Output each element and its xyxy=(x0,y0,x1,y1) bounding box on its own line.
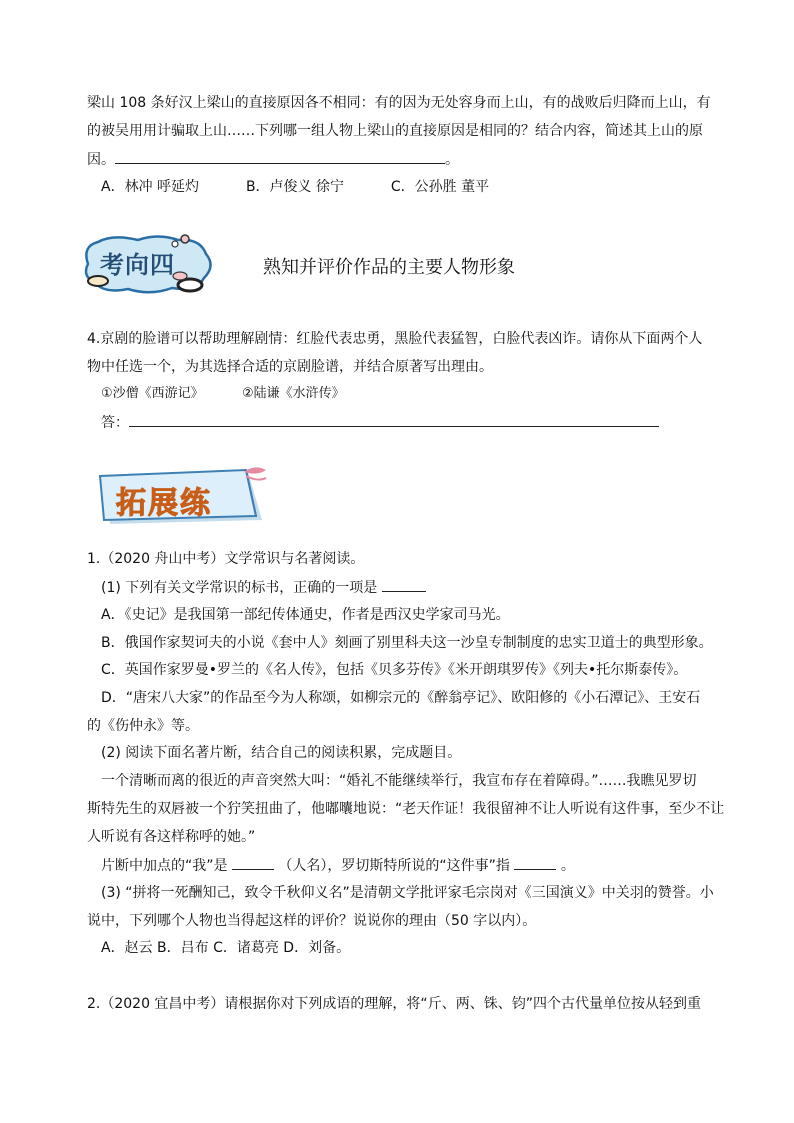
ext1-part3-options: A．赵云 B．吕布 C．诸葛亮 D．刘备。 xyxy=(101,940,351,956)
answer-blank[interactable] xyxy=(129,412,659,427)
section-badge xyxy=(78,232,218,296)
ext1-option-b: B．俄国作家契诃夫的小说《套中人》刻画了别里科夫这一沙皇专制制度的忠实卫道士的典型形象。 xyxy=(101,635,713,651)
choice-2: ②陆谦《水浒传》 xyxy=(241,386,345,401)
ext1-fill-line xyxy=(101,855,575,876)
ext1-option-c: C．英国作家罗曼•罗兰的《名人传》，包括《贝多芬传》《米开朗琪罗传》《列夫•托尔斯泰传》。 xyxy=(101,662,688,678)
extension-badge xyxy=(96,466,272,528)
fill-text-a: 片断中加点的“我”是 xyxy=(101,858,228,874)
line3-prefix: 因。 xyxy=(87,152,115,168)
question-liangshan-line1: 梁山 108 条好汉上梁山的直接原因各不相同：有的因为无处容身而上山，有的战败后归降而上山，有 xyxy=(87,95,711,111)
ext1-option-d-line2: 的《伤仲永》等。 xyxy=(87,718,199,734)
badge-label: 考向四 xyxy=(100,251,175,279)
ext1-option-d-line1: D．“唐宋八大家”的作品至今为人称颂，如柳宗元的《醉翁亭记》、欧阳修的《小石潭记》、王安石 xyxy=(101,690,701,706)
question4-answer xyxy=(101,412,659,433)
question4-choices xyxy=(101,384,345,404)
ext1-part1-text: (1) 下列有关文学常识的标书，正确的一项是 xyxy=(101,580,378,596)
fill-text-c: 。 xyxy=(560,858,575,874)
option-c: C．公孙胜 董平 xyxy=(390,179,490,195)
ext1-passage-line1: 一个清晰而离的很近的声音突然大叫：“婚礼不能继续举行，我宣布存在着障碍。”……我瞧见罗切 xyxy=(101,773,697,789)
ext1-passage-line2: 斯特先生的双唇被一个狞笑扭曲了，他嘟囔地说：“老天作证！我很留神不让人听说有这件事，至少不让 xyxy=(87,801,725,817)
fill-text-b: （人名），罗切斯特所说的“这件事”指 xyxy=(278,858,510,874)
ext2-line1: 2.（2020 宜昌中考）请根据你对下列成语的理解，将“斤、两、铢、钧”四个古代量单位按从轻到重 xyxy=(87,996,701,1012)
question-liangshan-line3 xyxy=(87,149,459,170)
choice-1: ①沙僧《西游记》 xyxy=(101,386,204,401)
answer-blank[interactable] xyxy=(232,855,274,870)
line3-suffix: 。 xyxy=(445,152,459,168)
answer-blank[interactable] xyxy=(115,149,445,164)
question4-line1: 4.京剧的脸谱可以帮助理解剧情：红脸代表忠勇，黑脸代表猛智，白脸代表凶诈。请你从下面两个人 xyxy=(87,331,703,347)
ext1-option-a: A．《史记》是我国第一部纪传体通史，作者是西汉史学家司马光。 xyxy=(101,607,510,623)
options-liangshan xyxy=(101,177,489,197)
extension-label: 拓展练 xyxy=(116,486,212,521)
ext1-part3-line2: 说中，下列哪个人物也当得起这样的评价？说说你的理由（50 字以内）。 xyxy=(87,913,537,929)
ext1-part1 xyxy=(101,577,426,598)
answer-blank[interactable] xyxy=(514,855,556,870)
answer-blank[interactable] xyxy=(382,577,426,592)
ext1-part2: (2) 阅读下面名著片断，结合自己的阅读积累，完成题目。 xyxy=(101,745,462,761)
option-b: B．卢俊义 徐宁 xyxy=(245,179,344,195)
ext1-head: 1.（2020 舟山中考）文学常识与名著阅读。 xyxy=(87,551,365,567)
ext1-part3-line1: (3) “拼将一死酬知己，致令千秋仰义名”是清朝文学批评家毛宗岗对《三国演义》中关羽的赞誉。小 xyxy=(101,885,714,901)
ext1-passage-line3: 人听说有各这样称呼的她。” xyxy=(87,829,256,845)
section-title: 熟知并评价作品的主要人物形象 xyxy=(263,257,515,278)
answer-label: 答： xyxy=(101,415,129,431)
option-a: A．林冲 呼延灼 xyxy=(101,179,200,195)
question4-line2: 物中任选一个，为其选择合适的京剧脸谱，并结合原著写出理由。 xyxy=(87,359,493,375)
question-liangshan-line2: 的被吴用用计骗取上山……下列哪一组人物上梁山的直接原因是相同的？结合内容，简述其上山的原 xyxy=(87,123,703,139)
